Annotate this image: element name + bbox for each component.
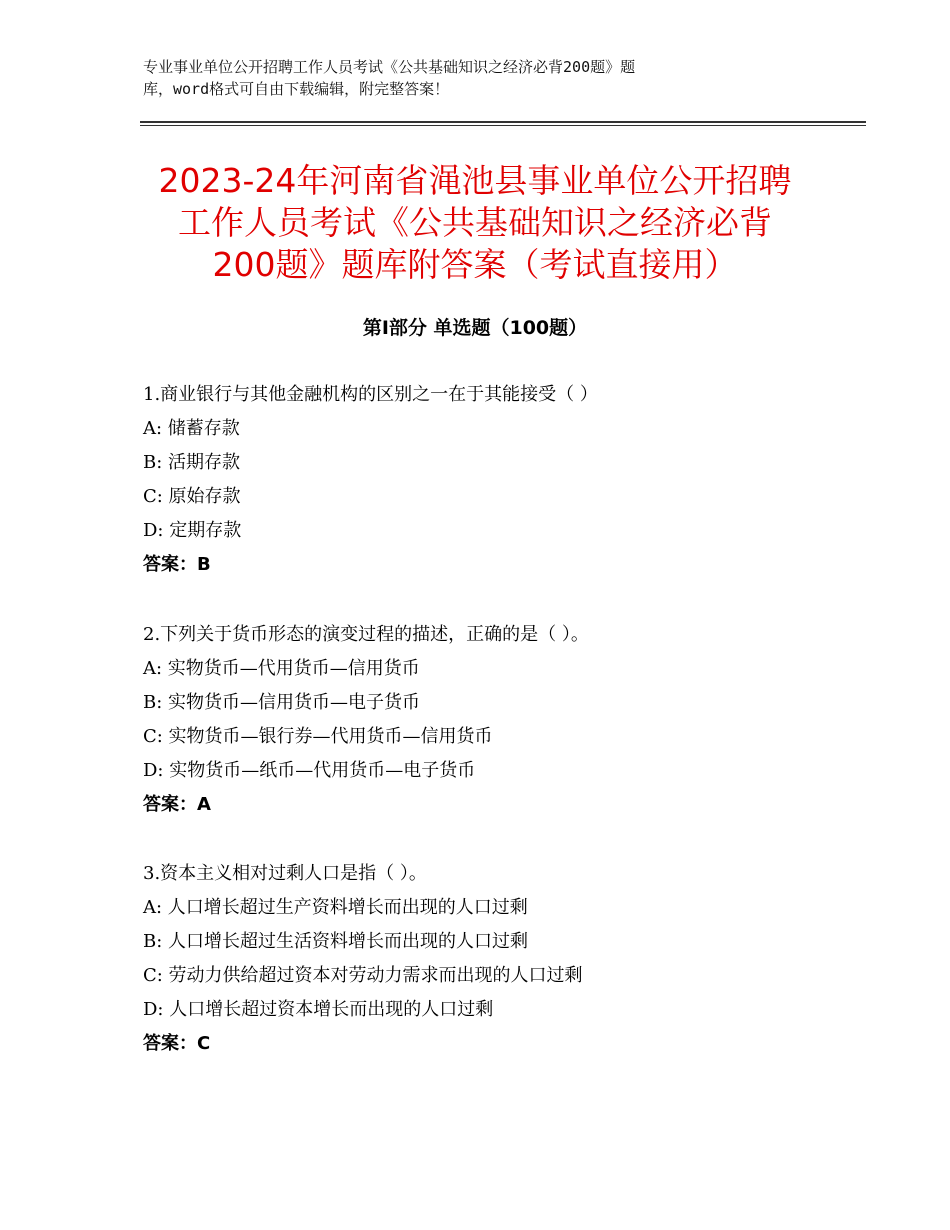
document-title-line-1: 2023-24年河南省渑池县事业单位公开招聘 — [158, 161, 792, 200]
option-c: C: 原始存款 — [143, 486, 241, 507]
answer: 答案：A — [143, 794, 211, 815]
option-b: B: 活期存款 — [143, 452, 241, 473]
option-a: A: 储蓄存款 — [143, 418, 240, 439]
question-stem: 2.下列关于货币形态的演变过程的描述，正确的是（ ）。 — [143, 624, 589, 645]
answer: 答案：C — [143, 1033, 211, 1054]
document-title-line-3: 200题》题库附答案（考试直接用） — [212, 245, 738, 284]
question-stem: 1.商业银行与其他金融机构的区别之一在于其能接受（ ） — [143, 384, 598, 405]
option-d: D: 定期存款 — [143, 520, 242, 541]
header-divider-bottom — [140, 125, 866, 126]
option-c: C: 劳动力供给超过资本对劳动力需求而出现的人口过剩 — [143, 965, 583, 986]
option-c: C: 实物货币—银行券—代用货币—信用货币 — [143, 726, 493, 747]
question-3 — [143, 857, 863, 1061]
answer: 答案：B — [143, 554, 211, 575]
question-2 — [143, 618, 863, 822]
document-title-line-2: 工作人员考试《公共基础知识之经济必背 — [178, 203, 772, 242]
document-title — [130, 160, 820, 286]
header-note-line-2: 库，word格式可自由下载编辑，附完整答案！ — [143, 80, 450, 98]
option-a: A: 实物货币—代用货币—信用货币 — [143, 658, 420, 679]
option-a: A: 人口增长超过生产资料增长而出现的人口过剩 — [143, 897, 528, 918]
header-note-line-1: 专业事业单位公开招聘工作人员考试《公共基础知识之经济必背200题》题 — [143, 58, 636, 76]
question-1 — [143, 378, 863, 582]
section-title: 第Ⅰ部分 单选题（100题） — [362, 317, 588, 339]
question-stem: 3.资本主义相对过剩人口是指（ ）。 — [143, 863, 427, 884]
header-note — [143, 56, 793, 100]
option-d: D: 人口增长超过资本增长而出现的人口过剩 — [143, 999, 494, 1020]
option-b: B: 人口增长超过生活资料增长而出现的人口过剩 — [143, 931, 529, 952]
header-divider-top — [140, 121, 866, 123]
option-b: B: 实物货币—信用货币—电子货币 — [143, 692, 421, 713]
option-d: D: 实物货币—纸币—代用货币—电子货币 — [143, 760, 476, 781]
